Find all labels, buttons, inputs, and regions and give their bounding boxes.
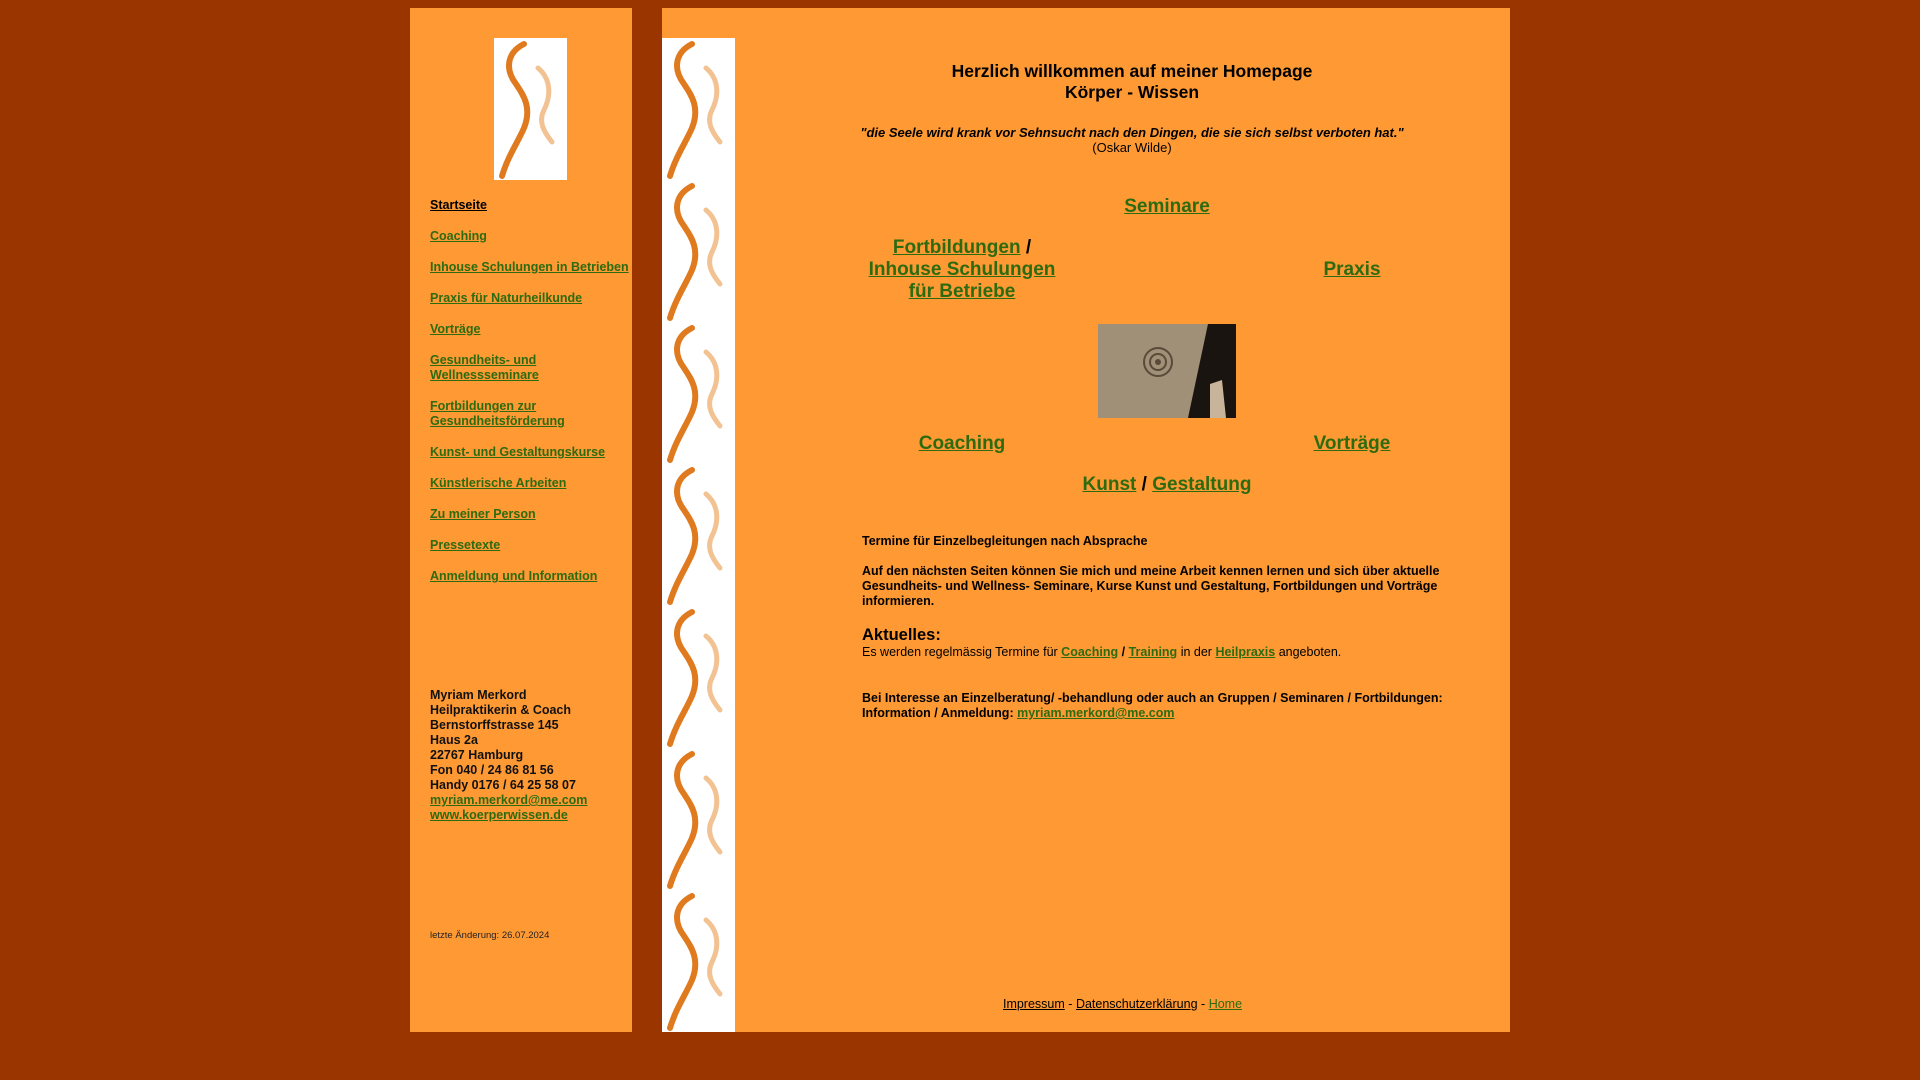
nav-praxis[interactable]: Praxis für Naturheilkunde <box>430 291 583 305</box>
termine-text: Termine für Einzelbegleitungen nach Absprache <box>862 534 1148 548</box>
contact-email-link[interactable]: myriam.merkord@me.com <box>430 793 588 807</box>
sidebar-nav <box>430 198 630 600</box>
datenschutz-link[interactable]: Datenschutzerklärung <box>1075 997 1198 1011</box>
coaching-link-wrap <box>862 433 1062 455</box>
impressum-link[interactable]: Impressum <box>1002 997 1065 1011</box>
fortbildungen-link[interactable]: Fortbildungen <box>892 237 1021 258</box>
aktuelles-pre: Es werden regelmässig Termine für <box>862 645 1058 659</box>
quote-block <box>762 125 1502 155</box>
inhouse-link-1[interactable]: Inhouse Schulungen <box>868 259 1056 280</box>
nav-inhouse[interactable]: Inhouse Schulungen in Betrieben <box>430 260 629 274</box>
slash-sep: / <box>1025 237 1032 258</box>
nav-person[interactable]: Zu meiner Person <box>430 507 536 521</box>
intro-text: Auf den nächsten Seiten können Sie mich und meine Arbeit kennen lernen und sich über aktuelle Gesundheits- und Wellness- Seminare, Kurse Kunst und Gestaltung, Fortbildungen und Vorträge informieren. <box>862 564 1440 608</box>
nav-presse[interactable]: Pressetexte <box>430 538 501 552</box>
nav-anmeldung[interactable]: Anmeldung und Information <box>430 569 598 583</box>
stone-spiral-image <box>1098 324 1236 418</box>
title-line-1: Herzlich willkommen auf meiner Homepage <box>951 61 1313 81</box>
sidebar <box>410 8 632 1032</box>
interest-text: Bei Interesse an Einzelberatung/ -behandlung oder auch an Gruppen / Seminaren / Fortbildungen: <box>862 691 1443 705</box>
nav-kuenstlerisch[interactable]: Künstlerische Arbeiten <box>430 476 567 490</box>
kunst-link[interactable]: Kunst <box>1082 474 1137 495</box>
contact-city: 22767 Hamburg <box>430 748 524 762</box>
seminare-link[interactable]: Seminare <box>1124 196 1210 217</box>
inhouse-link-2[interactable]: für Betriebe <box>908 281 1016 302</box>
nav-kunstkurse[interactable]: Kunst- und Gestaltungskurse <box>430 445 606 459</box>
fortbildungen-block <box>862 237 1062 303</box>
footer-sep-2: - <box>1201 997 1206 1011</box>
stone-photo <box>1098 324 1236 418</box>
last-change: letzte Änderung: 26.07.2024 <box>430 930 550 941</box>
aktuelles-training-link[interactable]: Training <box>1128 645 1178 659</box>
aktuelles-coaching-link[interactable]: Coaching <box>1061 645 1119 659</box>
logo <box>494 38 567 180</box>
gestaltung-link[interactable]: Gestaltung <box>1152 474 1252 495</box>
slash-sep-2: / <box>1141 474 1147 495</box>
main-content <box>662 8 1510 1032</box>
nav-seminare[interactable]: Gesundheits- und Wellnessseminare <box>430 353 539 382</box>
contact-name: Myriam Merkord <box>430 688 527 702</box>
nav-fortbildungen[interactable]: Fortbildungen zur Gesundheitsförderung <box>430 399 565 428</box>
contact-street: Bernstorffstrasse 145 <box>430 718 559 732</box>
nav-startseite[interactable]: Startseite <box>430 198 487 212</box>
decorative-strip <box>662 38 735 1032</box>
vortraege-link[interactable]: Vorträge <box>1313 433 1391 454</box>
contact-web-link[interactable]: www.koerperwissen.de <box>430 808 568 822</box>
seminare-link-wrap <box>1067 196 1267 218</box>
kunst-block <box>1017 474 1317 496</box>
home-link[interactable]: Home <box>1208 997 1243 1011</box>
aktuelles-slash: / <box>1121 645 1126 659</box>
contact-phone: Fon 040 / 24 86 81 56 <box>430 763 554 777</box>
contact-role: Heilpraktikerin & Coach <box>430 703 572 717</box>
body-text <box>862 534 1482 721</box>
praxis-link[interactable]: Praxis <box>1323 259 1381 280</box>
footer-sep-1: - <box>1068 997 1073 1011</box>
footer <box>662 997 1510 1011</box>
anmeldung-label: Information / Anmeldung: <box>862 706 1014 720</box>
anmeldung-line <box>862 706 1482 721</box>
aktuelles-mid: in der <box>1180 645 1212 659</box>
contact-house: Haus 2a <box>430 733 478 747</box>
page-title <box>762 61 1502 103</box>
anmeldung-email-link[interactable]: myriam.merkord@me.com <box>1017 706 1175 720</box>
contact-mobile: Handy 0176 / 64 25 58 07 <box>430 778 576 792</box>
aktuelles-heading: Aktuelles: <box>862 626 941 644</box>
quote-text: "die Seele wird krank vor Sehnsucht nach den Dingen, die sie sich selbst verboten hat." <box>860 125 1404 140</box>
coaching-link[interactable]: Coaching <box>918 433 1006 454</box>
aktuelles-text <box>862 645 1482 660</box>
quote-author: (Oskar Wilde) <box>1092 140 1172 155</box>
contact-block <box>430 688 630 823</box>
praxis-link-wrap <box>1282 259 1422 281</box>
nav-vortraege[interactable]: Vorträge <box>430 322 481 336</box>
aktuelles-heilpraxis-link[interactable]: Heilpraxis <box>1215 645 1276 659</box>
vortraege-link-wrap <box>1282 433 1422 455</box>
aktuelles-post: angeboten. <box>1278 645 1342 659</box>
nav-coaching[interactable]: Coaching <box>430 229 487 243</box>
swirl-strip-icon <box>662 38 735 1032</box>
title-line-2: Körper - Wissen <box>1064 82 1200 102</box>
swirl-logo-icon <box>494 38 567 180</box>
